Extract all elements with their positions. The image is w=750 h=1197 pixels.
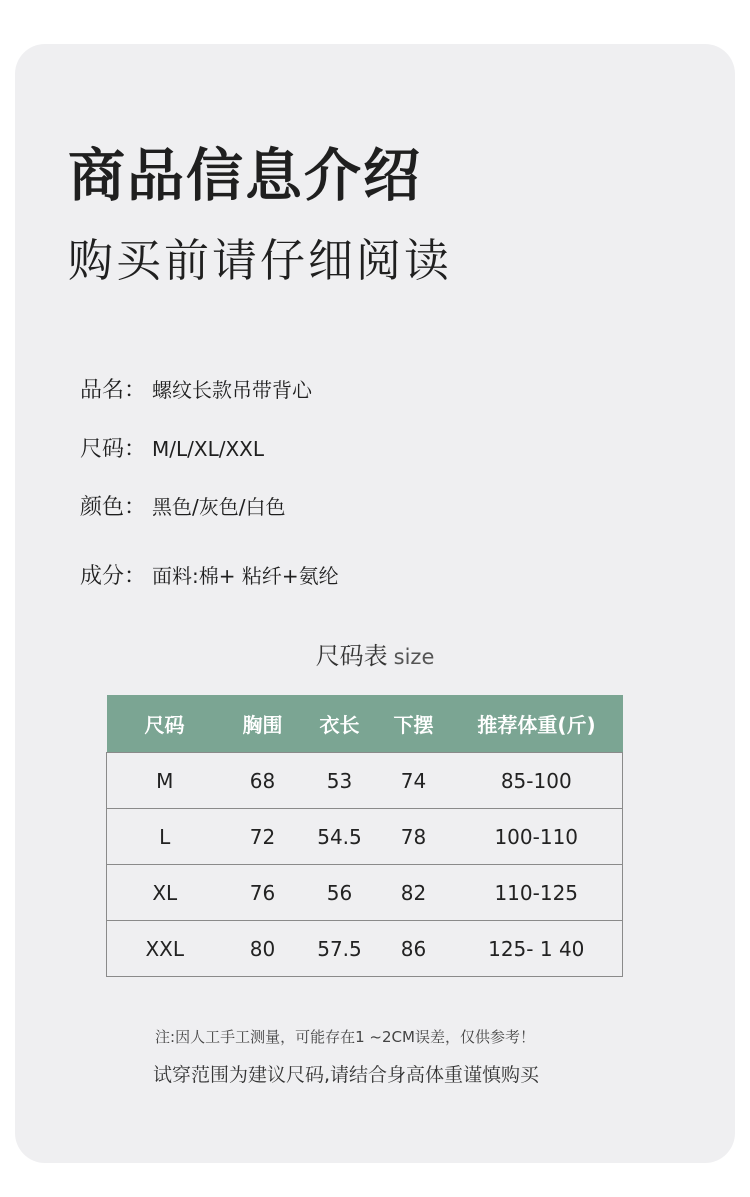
size-table bbox=[106, 695, 623, 977]
table-cell: 54.5 bbox=[303, 809, 377, 865]
col-header-weight: 推荐体重(斤) bbox=[451, 695, 623, 753]
table-cell: XL bbox=[107, 865, 223, 921]
table-cell: 57.5 bbox=[303, 921, 377, 977]
table-cell: 86 bbox=[377, 921, 451, 977]
table-cell: 68 bbox=[223, 753, 303, 809]
info-value: 螺纹长款吊带背心 bbox=[152, 378, 313, 402]
table-cell: M bbox=[107, 753, 223, 809]
table-cell: 53 bbox=[303, 753, 377, 809]
page-title: 商品信息介绍 bbox=[68, 143, 422, 209]
info-label: 颜色： bbox=[80, 495, 147, 520]
size-chart-title-en: size bbox=[393, 645, 435, 669]
table-cell: 125- 1 40 bbox=[451, 921, 623, 977]
col-header-chest: 胸围 bbox=[223, 695, 303, 753]
table-row bbox=[107, 865, 623, 921]
table-row bbox=[107, 921, 623, 977]
table-cell: 76 bbox=[223, 865, 303, 921]
info-value: 面料:棉+ 粘纤+氨纶 bbox=[152, 564, 339, 588]
table-cell: 56 bbox=[303, 865, 377, 921]
table-row bbox=[107, 809, 623, 865]
info-value: M/L/XL/XXL bbox=[152, 437, 265, 461]
info-material bbox=[80, 566, 339, 588]
info-colors bbox=[80, 497, 286, 519]
purchase-advice: 试穿范围为建议尺码,请结合身高体重谨慎购买 bbox=[152, 1064, 540, 1086]
info-label: 尺码： bbox=[80, 437, 147, 462]
table-row bbox=[107, 753, 623, 809]
table-cell: 74 bbox=[377, 753, 451, 809]
table-cell: 78 bbox=[377, 809, 451, 865]
table-cell: 80 bbox=[223, 921, 303, 977]
size-chart-title: 尺码表 bbox=[315, 642, 388, 670]
table-cell: 72 bbox=[223, 809, 303, 865]
col-header-length: 衣长 bbox=[303, 695, 377, 753]
info-value: 黑色/灰色/白色 bbox=[152, 495, 286, 519]
table-cell: 85-100 bbox=[451, 753, 623, 809]
measurement-note: 注:因人工手工测量，可能存在1 ~2CM误差，仅供参考！ bbox=[155, 1028, 535, 1046]
col-header-size: 尺码 bbox=[107, 695, 223, 753]
table-cell: XXL bbox=[107, 921, 223, 977]
table-header-row bbox=[107, 695, 623, 753]
col-header-hem: 下摆 bbox=[377, 695, 451, 753]
table-cell: 82 bbox=[377, 865, 451, 921]
info-sizes bbox=[80, 439, 264, 461]
size-chart-caption bbox=[0, 636, 750, 671]
info-label: 品名： bbox=[80, 378, 147, 403]
table-cell: L bbox=[107, 809, 223, 865]
info-label: 成分： bbox=[80, 564, 147, 589]
table-cell: 100-110 bbox=[451, 809, 623, 865]
table-cell: 110-125 bbox=[451, 865, 623, 921]
page-subtitle: 购买前请仔细阅读 bbox=[68, 234, 453, 287]
info-card bbox=[15, 44, 735, 1163]
info-product-name bbox=[80, 380, 312, 402]
